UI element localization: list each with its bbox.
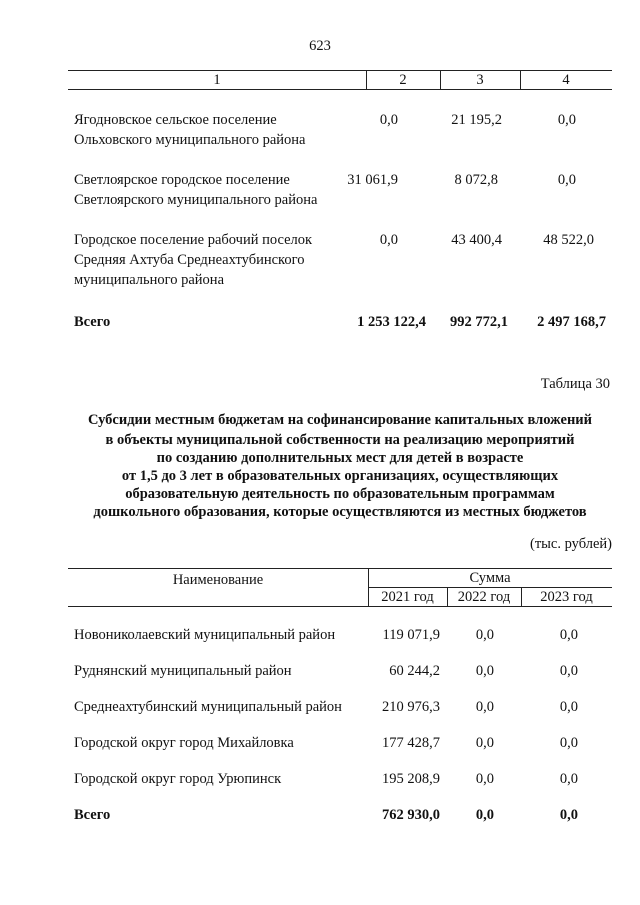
row-name: Новониколаевский муниципальный район xyxy=(74,627,336,643)
value-2023: 0,0 xyxy=(559,771,578,787)
table1-col2-header: 2 xyxy=(399,72,407,88)
table1-col1-header: 1 xyxy=(213,72,221,88)
table1-col3-header: 3 xyxy=(476,72,484,88)
title-line: по созданию дополнительных мест для детей в возрасте xyxy=(156,450,524,466)
total-2021: 1 253 122,4 xyxy=(357,314,426,330)
row-name: Городской округ город Урюпинск xyxy=(74,771,282,787)
value-2023: 0,0 xyxy=(559,699,578,715)
row-name-line: Светлоярское городское поселение xyxy=(74,172,290,188)
page-number: 623 xyxy=(309,38,331,54)
value-2021: 0,0 xyxy=(379,112,398,128)
total-label: Всего xyxy=(74,314,111,330)
header-year-2023: 2023 год xyxy=(540,589,593,605)
table-label: Таблица 30 xyxy=(540,376,610,392)
row-name-line: Ольховского муниципального района xyxy=(74,132,306,148)
row-name: Руднянский муниципальный район xyxy=(74,663,292,679)
header-sum: Сумма xyxy=(469,570,511,586)
value-2023: 0,0 xyxy=(557,172,576,188)
total-2022: 992 772,1 xyxy=(450,314,508,330)
value-2021: 0,0 xyxy=(379,232,398,248)
value-2021: 60 244,2 xyxy=(389,663,440,679)
row-name-line: Ягодновское сельское поселение xyxy=(74,112,277,128)
row-name-line: Средняя Ахтуба Среднеахтубинского xyxy=(74,252,305,268)
value-2021: 31 061,9 xyxy=(347,172,398,188)
row-name-line: муниципального района xyxy=(74,272,224,288)
title-line: в объекты муниципальной собственности на реализацию мероприятий xyxy=(105,432,575,448)
title-line: образовательную деятельность по образовательным программам xyxy=(125,486,555,502)
title-line: от 1,5 до 3 лет в образовательных организациях, осуществляющих xyxy=(121,468,559,484)
row-name-line: Городское поселение рабочий поселок xyxy=(74,232,313,248)
title-line: дошкольного образования, которые осуществляются из местных бюджетов xyxy=(93,504,587,520)
units-label: (тыс. рублей) xyxy=(530,536,612,552)
value-2022: 43 400,4 xyxy=(451,232,502,248)
value-2022: 0,0 xyxy=(475,699,494,715)
title-line: Субсидии местным бюджетам на софинансирование капитальных вложений xyxy=(87,412,593,428)
value-2022: 0,0 xyxy=(475,627,494,643)
value-2021: 195 208,9 xyxy=(382,771,440,787)
value-2023: 0,0 xyxy=(559,663,578,679)
value-2023: 48 522,0 xyxy=(543,232,594,248)
row-name: Городской округ город Михайловка xyxy=(74,735,294,751)
total-2022: 0,0 xyxy=(475,807,494,823)
header-year-2022: 2022 год xyxy=(457,589,511,605)
total-2023: 2 497 168,7 xyxy=(537,314,606,330)
header-name: Наименование xyxy=(172,572,264,588)
total-2021: 762 930,0 xyxy=(382,807,440,823)
value-2023: 0,0 xyxy=(559,627,578,643)
header-year-2021: 2021 год xyxy=(381,589,434,605)
table1-col4-header: 4 xyxy=(562,72,570,88)
value-2023: 0,0 xyxy=(559,735,578,751)
value-2022: 0,0 xyxy=(475,735,494,751)
value-2022: 8 072,8 xyxy=(454,172,498,188)
total-label: Всего xyxy=(74,807,111,823)
value-2023: 0,0 xyxy=(557,112,576,128)
value-2022: 0,0 xyxy=(475,771,494,787)
value-2022: 0,0 xyxy=(475,663,494,679)
total-2023: 0,0 xyxy=(559,807,578,823)
row-name: Среднеахтубинский муниципальный район xyxy=(74,699,342,715)
value-2021: 210 976,3 xyxy=(382,699,440,715)
value-2022: 21 195,2 xyxy=(451,112,502,128)
row-name-line: Светлоярского муниципального района xyxy=(74,192,318,208)
value-2021: 119 071,9 xyxy=(382,627,440,643)
value-2021: 177 428,7 xyxy=(382,735,440,751)
